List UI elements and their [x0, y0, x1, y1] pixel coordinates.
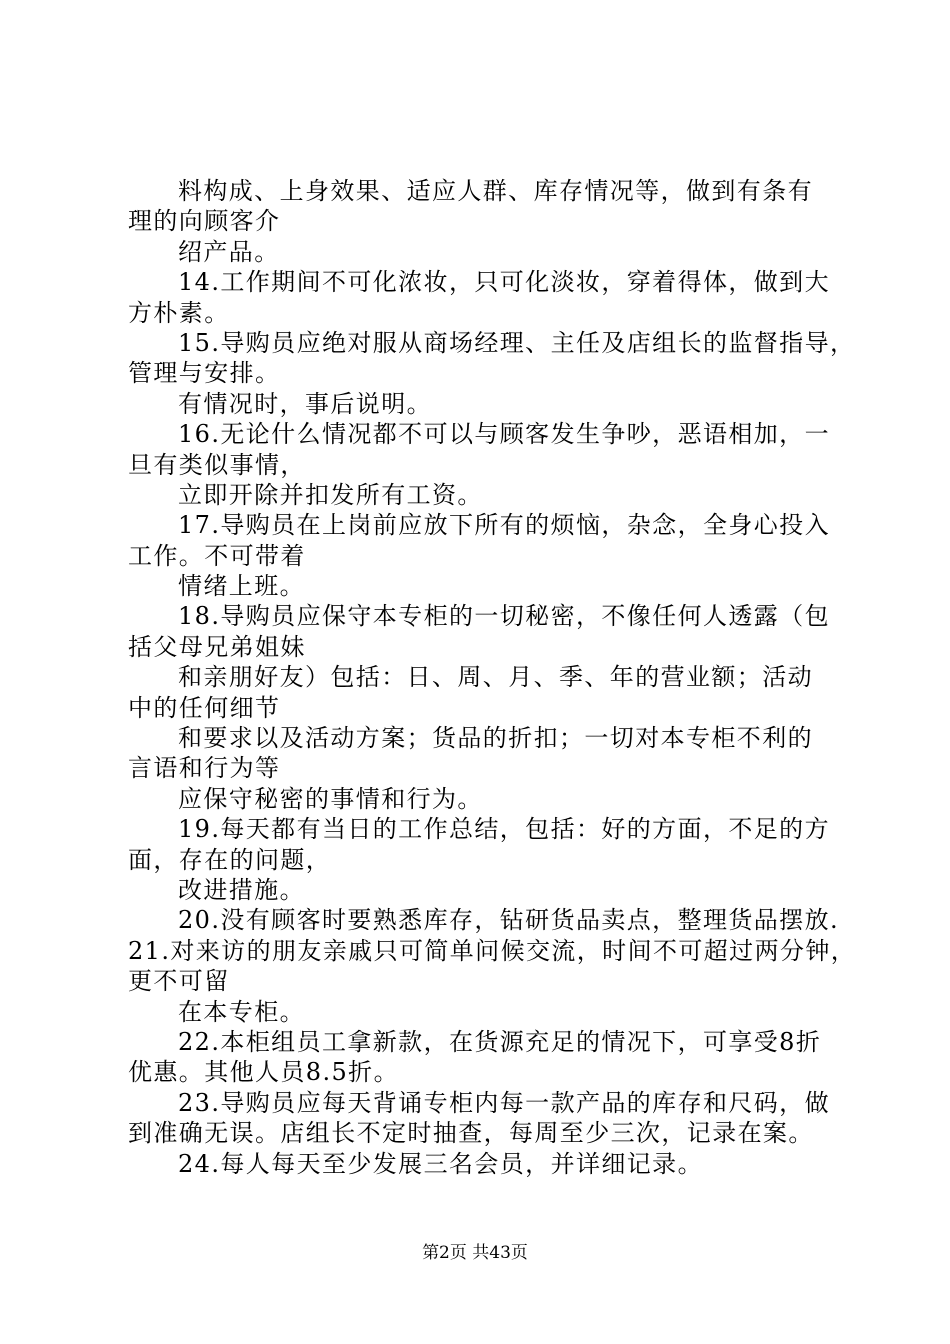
text-line: 17.导购员在上岗前应放下所有的烦恼，杂念，全身心投入	[178, 511, 830, 540]
text-line: 应保守秘密的事情和行为。	[178, 784, 483, 813]
page-footer	[0, 1241, 950, 1265]
text-line: 理的向顾客介	[128, 207, 281, 236]
text-line: 有情况时，事后说明。	[178, 389, 432, 418]
text-line: 优惠。其他人员8.5折。	[128, 1058, 399, 1087]
text-line: 改进措施。	[178, 875, 305, 904]
text-line: 旦有类似事情，	[128, 450, 306, 479]
text-line: 20.没有顾客时要熟悉库存，钻研货品卖点，整理货品摆放.	[178, 906, 839, 935]
document-body	[128, 176, 857, 1179]
text-line: 方朴素。	[128, 298, 230, 327]
text-line: 22.本柜组员工拿新款，在货源充足的情况下，可享受8折	[178, 1027, 822, 1056]
page-number: 第2页 共43页	[422, 1243, 528, 1263]
text-line: 24.每人每天至少发展三名会员，并详细记录。	[178, 1149, 703, 1178]
text-line: 情绪上班。	[178, 572, 305, 601]
text-line: 23.导购员应每天背诵专柜内每一款产品的库存和尺码，做	[178, 1088, 830, 1117]
text-line: 更不可留	[128, 967, 230, 996]
text-line: 21.对来访的朋友亲戚只可简单问候交流，时间不可超过两分钟，	[128, 936, 857, 965]
text-line: 言语和行为等	[128, 754, 281, 783]
text-line: 16.无论什么情况都不可以与顾客发生争吵，恶语相加，一	[178, 420, 830, 449]
text-line: 19.每天都有当日的工作总结，包括：好的方面，不足的方	[178, 815, 830, 844]
text-line: 到准确无误。店组长不定时抽查，每周至少三次，记录在案。	[128, 1119, 814, 1148]
text-line: 在本专柜。	[178, 997, 305, 1026]
text-line: 料构成、上身效果、适应人群、库存情况等，做到有条有	[178, 177, 813, 205]
text-line: 14.工作期间不可化浓妆，只可化淡妆，穿着得体，做到大	[178, 268, 830, 297]
text-line: 中的任何细节	[128, 693, 281, 722]
text-line: 立即开除并扣发所有工资。	[178, 480, 483, 509]
text-line: 和亲朋好友）包括：日、周、月、季、年的营业额；活动	[178, 663, 813, 692]
text-line: 括父母兄弟姐妹	[128, 632, 306, 661]
text-line: 管理与安排。	[128, 359, 281, 388]
text-line: 绍产品。	[178, 237, 280, 266]
text-line: 和要求以及活动方案；货品的折扣；一切对本专柜不利的	[178, 724, 813, 753]
text-line: 15.导购员应绝对服从商场经理、主任及店组长的监督指导，	[178, 328, 856, 357]
text-line: 工作。不可带着	[128, 541, 306, 570]
text-line: 18.导购员应保守本专柜的一切秘密，不像任何人透露（包	[178, 602, 830, 631]
text-line: 面，存在的问题，	[128, 845, 332, 874]
